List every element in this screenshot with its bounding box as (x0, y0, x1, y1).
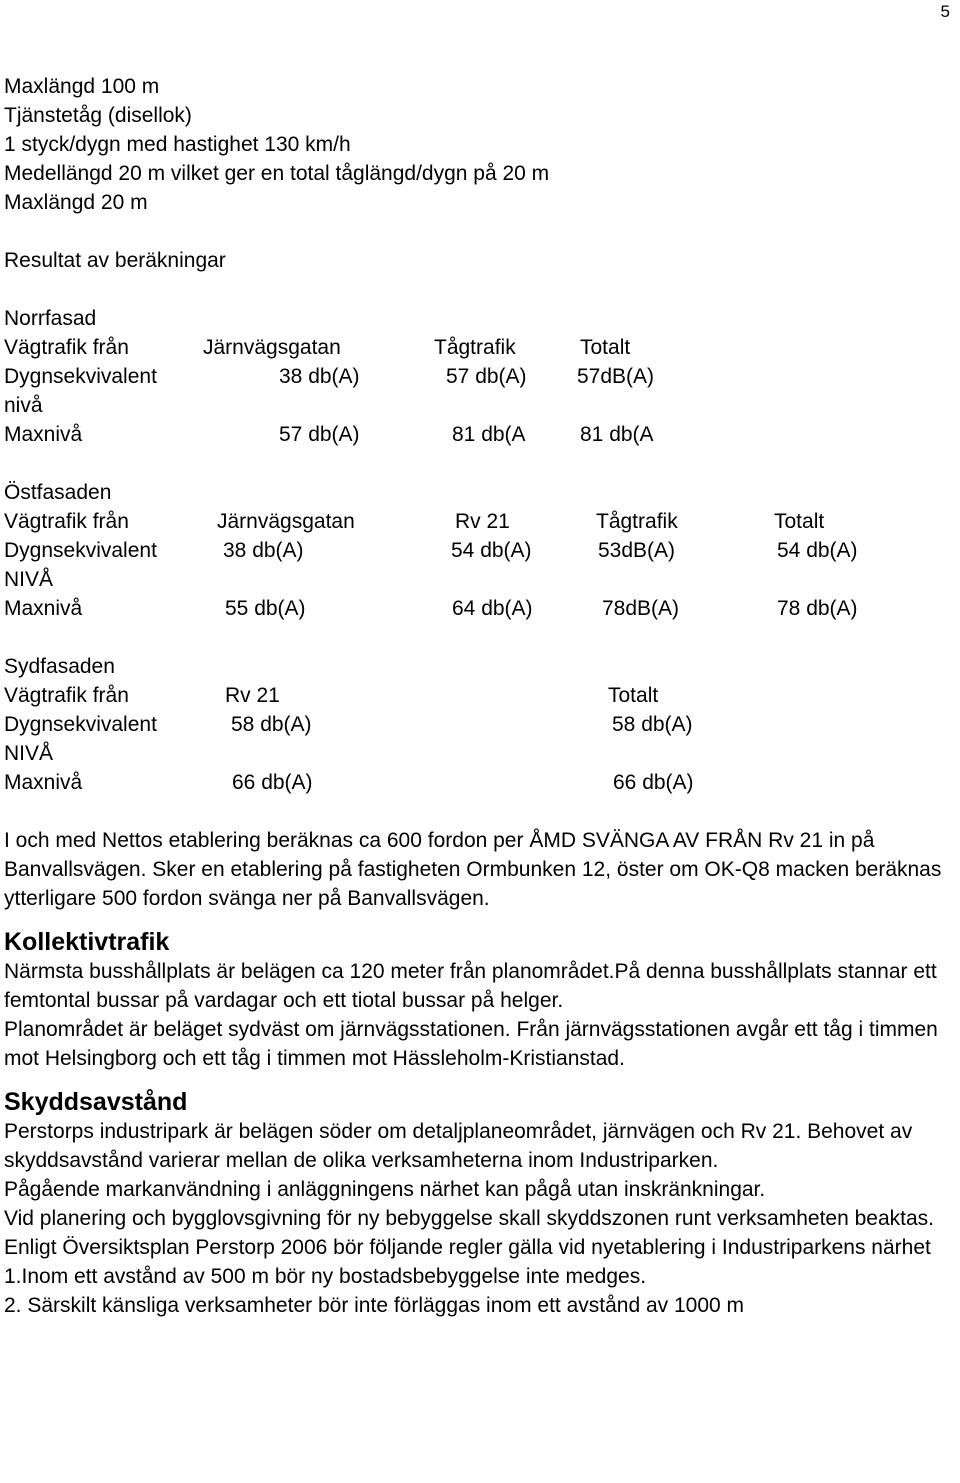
results-title: Resultat av beräkningar (4, 249, 226, 272)
table-cell: Dygnsekvivalent (4, 713, 157, 736)
table-cell: 58 db(A) (612, 713, 693, 736)
row-continuation: NIVÅ (4, 568, 54, 591)
norr-row-2 (4, 420, 954, 449)
table-cell: Maxnivå (4, 597, 83, 620)
table-cell: Dygnsekvivalent (4, 365, 157, 388)
table-cell: 64 db(A) (452, 597, 533, 620)
intro-line: Medellängd 20 m vilket ger en total tåglängd/dygn på 20 m (4, 162, 550, 185)
skyddsavstand-paragraph: Pågående markanvändning i anläggningens närhet kan pågå utan inskränkningar. (4, 1178, 766, 1201)
kollektivtrafik-paragraph: Planområdet är beläget sydväst om järnvägsstationen. Från järnvägsstationen avgår ett tåg i timmen mot Helsingborg och ett tåg i timmen mot Hässleholm-Kristianstad. (4, 1018, 938, 1070)
kollektivtrafik-heading: Kollektivtrafik (4, 928, 170, 956)
norr-title: Norrfasad (4, 307, 97, 330)
row-continuation: NIVÅ (4, 742, 54, 765)
page-number: 5 (940, 2, 950, 21)
table-cell: Vägtrafik från (4, 510, 129, 533)
table-cell: Dygnsekvivalent (4, 539, 157, 562)
table-cell: 55 db(A) (225, 597, 306, 620)
table-cell: Maxnivå (4, 771, 83, 794)
table-cell: 54 db(A) (451, 539, 532, 562)
table-cell: Järnvägsgatan (203, 336, 341, 359)
skyddsavstand-paragraph: Perstorps industripark är belägen söder om detaljplaneområdet, järnvägen och Rv 21. Behovet av skyddsavstånd varierar mellan de olika verksamheterna inom Industriparken. (4, 1120, 913, 1172)
table-cell: 57 db(A) (279, 423, 360, 446)
syd-title: Sydfasaden (4, 655, 115, 678)
table-cell: Rv 21 (455, 510, 510, 533)
traffic-paragraph: I och med Nettos etablering beräknas ca 600 fordon per ÅMD SVÄNGA AV FRÅN Rv 21 in på Banvallsvägen. Sker en etablering på fastigheten Ormbunken 12, öster om OK-Q8 macken beräknas ytterligare 500 fordon svänga ner på Banvallsvägen. (4, 829, 942, 910)
intro-line: 1 styck/dygn med hastighet 130 km/h (4, 133, 351, 156)
table-cell: 66 db(A) (613, 771, 694, 794)
syd-row-2 (4, 768, 954, 797)
skyddsavstand-paragraph: Vid planering och bygglovsgivning för ny bebyggelse skall skyddszonen runt verksamheten beaktas. (4, 1207, 934, 1230)
table-cell: Tågtrafik (434, 336, 516, 359)
intro-line: Maxlängd 100 m (4, 75, 160, 98)
table-cell: Totalt (608, 684, 659, 707)
table-cell: 57dB(A) (577, 365, 655, 388)
ost-header-row (4, 507, 954, 536)
table-cell: Vägtrafik från (4, 336, 129, 359)
table-cell: 78dB(A) (602, 597, 680, 620)
table-cell: Rv 21 (225, 684, 280, 707)
list-item: 1.Inom ett avstånd av 500 m bör ny bostadsbebyggelse inte medges. (4, 1265, 647, 1288)
table-cell: Maxnivå (4, 423, 83, 446)
table-cell: 58 db(A) (231, 713, 312, 736)
table-cell: 81 db(A (580, 423, 654, 446)
row-continuation: nivå (4, 394, 43, 417)
table-cell: 54 db(A) (777, 539, 858, 562)
table-cell: Tågtrafik (596, 510, 678, 533)
table-cell: 81 db(A (452, 423, 526, 446)
table-cell: 66 db(A) (232, 771, 313, 794)
document-body (4, 72, 954, 1320)
table-cell: 38 db(A) (279, 365, 360, 388)
ost-row-2 (4, 594, 954, 623)
norr-header-row (4, 333, 954, 362)
intro-line: Tjänstetåg (disellok) (4, 104, 192, 127)
table-cell: 78 db(A) (777, 597, 858, 620)
list-item: 2. Särskilt känsliga verksamheter bör inte förläggas inom ett avstånd av 1000 m (4, 1294, 745, 1317)
norr-row-1 (4, 362, 954, 391)
syd-header-row (4, 681, 954, 710)
intro-line: Maxlängd 20 m (4, 191, 148, 214)
table-cell: 38 db(A) (223, 539, 304, 562)
table-cell: 57 db(A) (446, 365, 527, 388)
skyddsavstand-heading: Skyddsavstånd (4, 1088, 188, 1116)
table-cell: Järnvägsgatan (217, 510, 355, 533)
ost-row-1 (4, 536, 954, 565)
table-cell: Totalt (774, 510, 825, 533)
syd-row-1 (4, 710, 954, 739)
skyddsavstand-paragraph: Enligt Översiktsplan Perstorp 2006 bör följande regler gälla vid nyetablering i Industriparkens närhet (4, 1236, 931, 1259)
ost-title: Östfasaden (4, 481, 112, 504)
table-cell: Totalt (580, 336, 631, 359)
table-cell: Vägtrafik från (4, 684, 129, 707)
kollektivtrafik-paragraph: Närmsta busshållplats är belägen ca 120 meter från planområdet.På denna busshållplats stannar ett femtontal bussar på vardagar och ett tiotal bussar på helger. (4, 960, 937, 1012)
table-cell: 53dB(A) (598, 539, 676, 562)
